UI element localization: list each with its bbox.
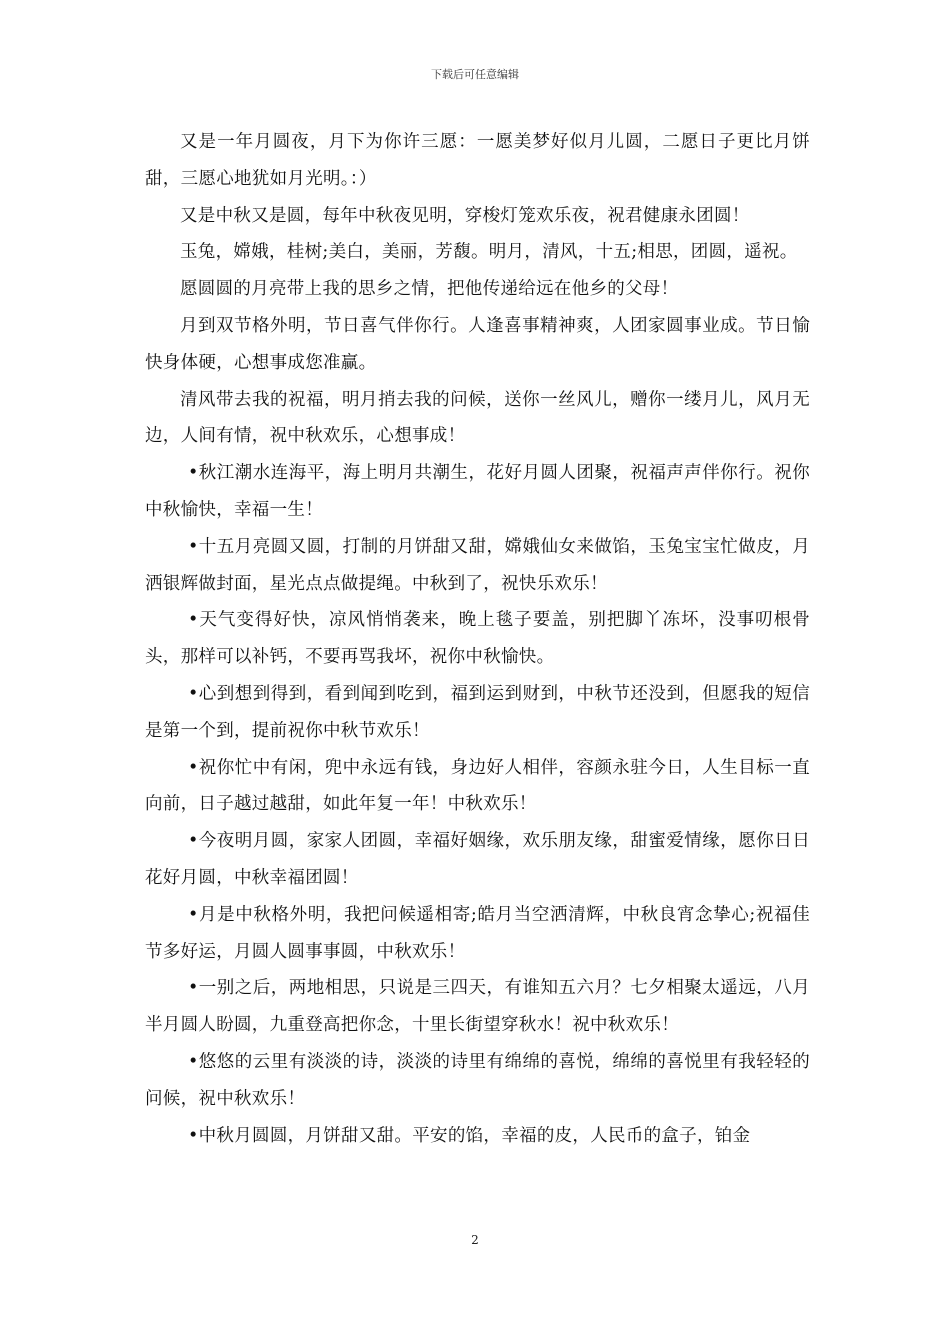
paragraph: 又是一年月圆夜，月下为你许三愿：一愿美梦好似月儿圆，二愿日子更比月饼甜，三愿心地犹如月光明。：） — [145, 132, 810, 189]
page-number: 2 — [471, 1233, 479, 1247]
bullet-paragraph: •今夜明月圆，家家人团圆，幸福好姻缘，欢乐朋友缘，甜蜜爱情缘，愿你日日花好月圆，中秋幸福团圆！ — [145, 831, 810, 888]
paragraph: 清风带去我的祝福，明月捎去我的问候，送你一丝风儿，赠你一缕月儿，风月无边，人间有情，祝中秋欢乐，心想事成！ — [145, 389, 810, 447]
bullet-paragraph: •天气变得好快，凉风悄悄袭来，晚上毯子要盖，别把脚丫冻坏，没事叨根骨头，那样可以补钙，不要再骂我坏，祝你中秋愉快。 — [145, 610, 810, 668]
paragraph: 月到双节格外明，节日喜气伴你行。人逢喜事精神爽，人团家圆事业成。节日愉快身体硬，心想事成您准赢。 — [145, 315, 810, 373]
bullet-paragraph: •祝你忙中有闲，兜中永远有钱，身边好人相伴，容颜永驻今日，人生目标一直向前，日子越过越甜，如此年复一年！中秋欢乐！ — [145, 757, 810, 815]
bullet-paragraph: •心到想到得到，看到闻到吃到，福到运到财到，中秋节还没到，但愿我的短信是第一个到，提前祝你中秋节欢乐！ — [145, 683, 810, 741]
paragraph: 又是中秋又是圆，每年中秋夜见明，穿梭灯笼欢乐夜，祝君健康永团圆！ — [180, 205, 750, 226]
bullet-paragraph: •十五月亮圆又圆，打制的月饼甜又甜，嫦娥仙女来做馅，玉兔宝宝忙做皮，月洒银辉做封面，星光点点做提绳。中秋到了，祝快乐欢乐！ — [145, 536, 810, 594]
bullet-paragraph: •月是中秋格外明，我把问候遥相寄;皓月当空洒清辉，中秋良宵念挚心;祝福佳节多好运，月圆人圆事事圆，中秋欢乐！ — [145, 904, 810, 962]
bullet-paragraph: •悠悠的云里有淡淡的诗，淡淡的诗里有绵绵的喜悦，绵绵的喜悦里有我轻轻的问候，祝中秋欢乐！ — [145, 1051, 810, 1109]
paragraph: 玉兔，嫦娥，桂树;美白，美丽，芳馥。明月，清风，十五;相思，团圆，遥祝。 — [180, 242, 798, 263]
bullet-paragraph: •中秋月圆圆，月饼甜又甜。平安的馅，幸福的皮，人民币的盒子，铂金 — [188, 1125, 751, 1146]
page-header: 下载后可任意编辑 — [431, 68, 519, 81]
bullet-paragraph: •一别之后，两地相思，只说是三四天，有谁知五六月？七夕相聚太遥远，八月半月圆人盼圆，九重登高把你念，十里长街望穿秋水！祝中秋欢乐！ — [145, 978, 810, 1036]
bullet-paragraph: •秋江潮水连海平，海上明月共潮生，花好月圆人团聚，祝福声声伴你行。祝你中秋愉快，幸福一生！ — [145, 463, 810, 520]
document-body — [145, 124, 810, 1154]
paragraph: 愿圆圆的月亮带上我的思乡之情，把他传递给远在他乡的父母！ — [180, 279, 679, 300]
